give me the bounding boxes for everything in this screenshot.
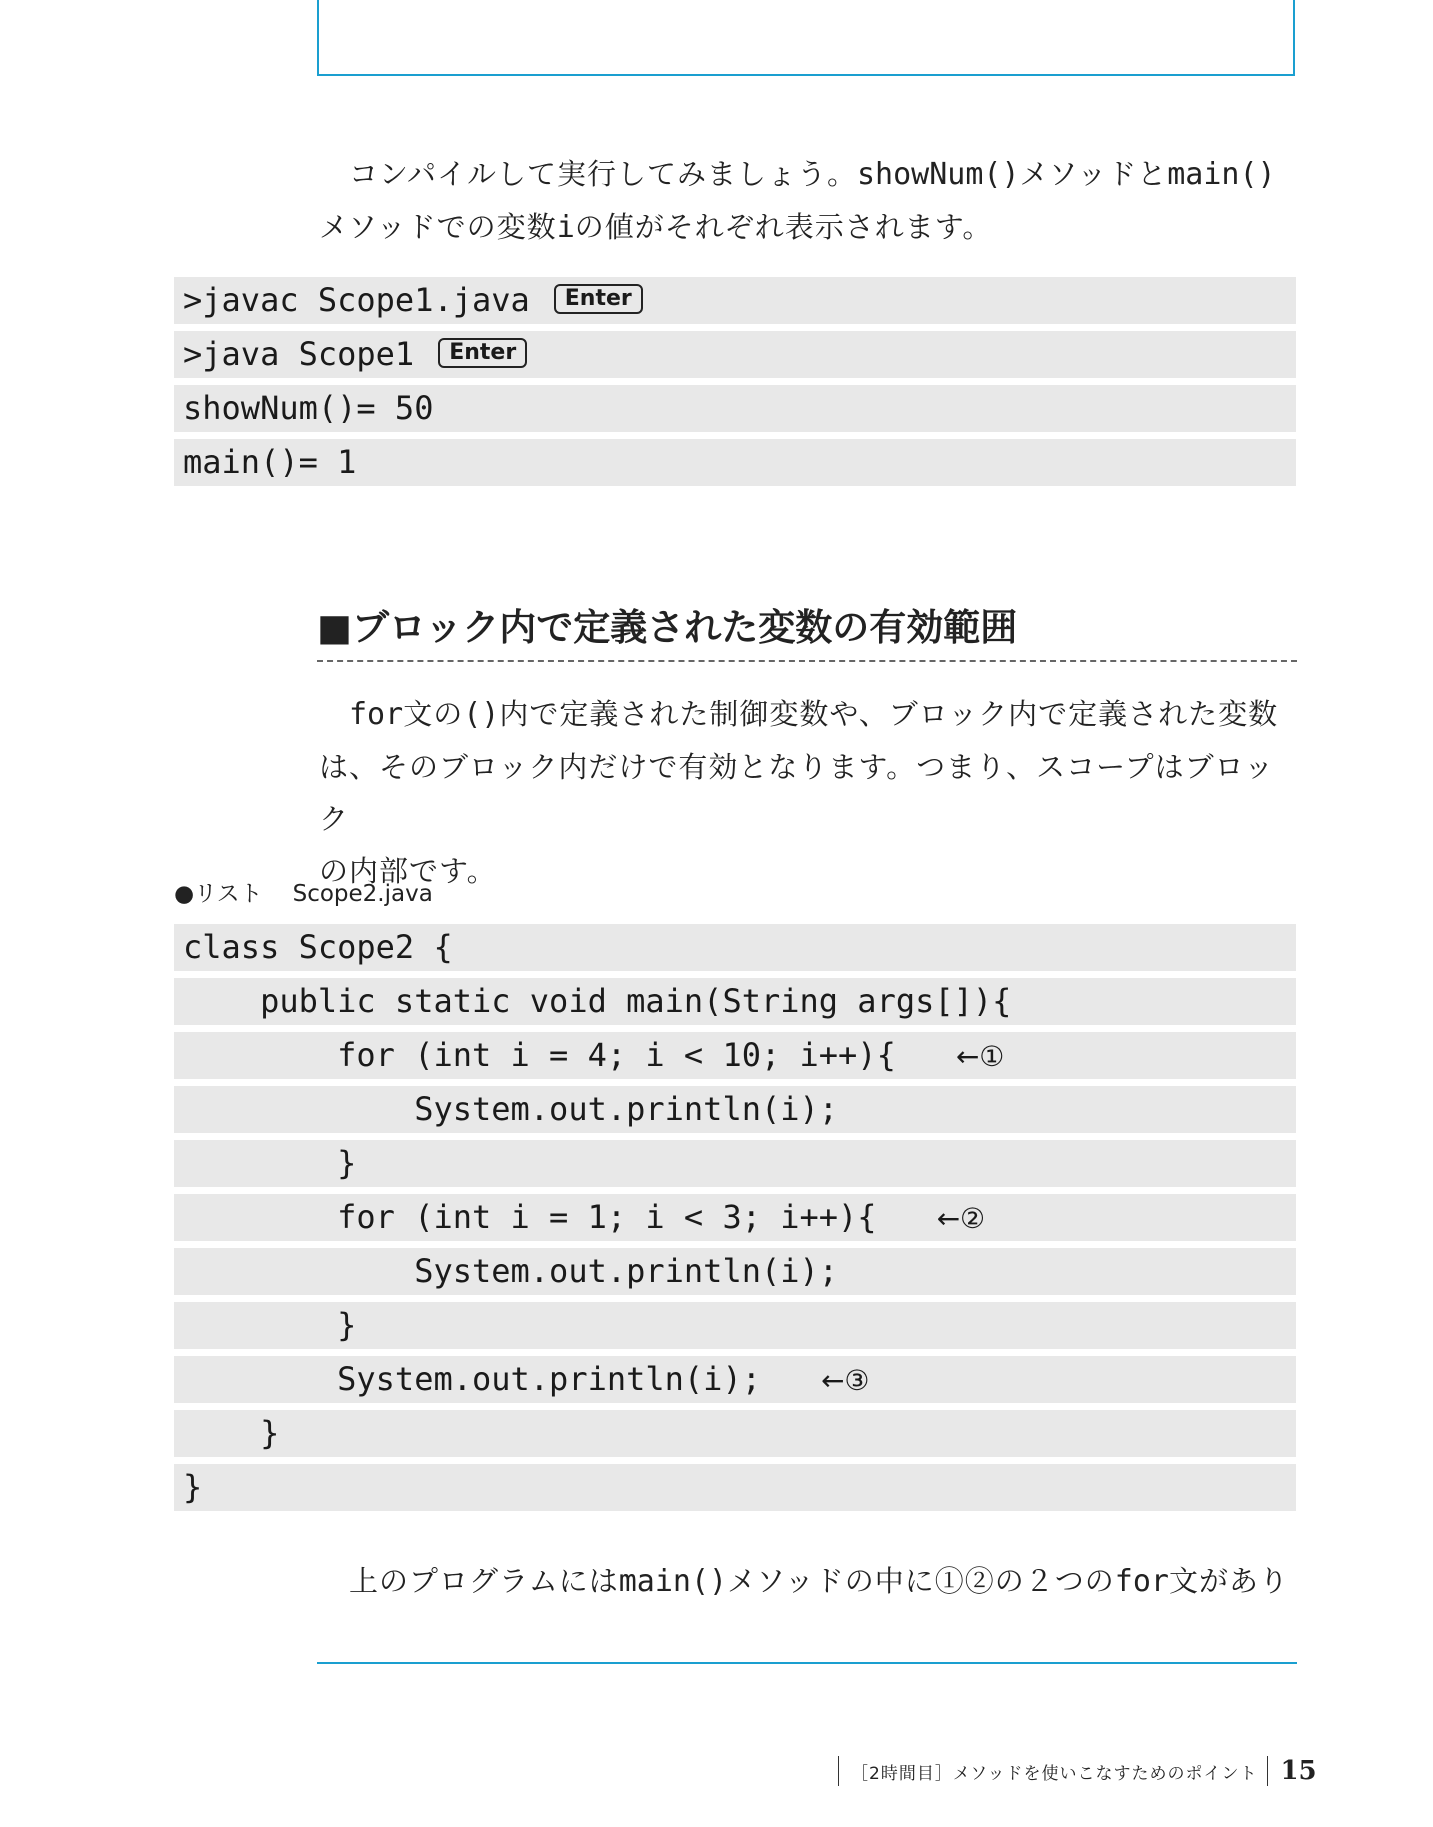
annotation-marker: ←③ <box>820 1364 870 1397</box>
code-listing <box>174 924 1296 1518</box>
listing-caption <box>174 876 433 912</box>
listing-label: ●リスト <box>174 881 263 907</box>
code-text: System.out.println(i); <box>183 1360 761 1398</box>
listing-filename: Scope2.java <box>292 881 433 907</box>
code-line: class Scope2 { <box>174 924 1296 971</box>
chapter-title: ［2時間目］メソッドを使いこなすためのポイント <box>851 1763 1258 1784</box>
intro-text: メソッドと <box>1019 157 1168 191</box>
closing-text: 上のプログラムには <box>349 1564 619 1598</box>
code-line <box>174 1032 1296 1079</box>
section-text: は、そのブロック内だけで有効となります。つまり、スコープはブロック <box>319 750 1275 836</box>
enter-key-icon: Enter <box>554 284 643 314</box>
page-footer <box>838 1754 1317 1788</box>
closing-paragraph <box>319 1555 1299 1608</box>
terminal-command: >javac Scope1.java <box>183 281 530 319</box>
inline-code: () <box>463 697 500 732</box>
code-line <box>174 1356 1296 1403</box>
section-paragraph <box>319 688 1299 897</box>
code-line: public static void main(String args[]){ <box>174 978 1296 1025</box>
code-line <box>174 1194 1296 1241</box>
closing-text: メソッドの中に①②の２つの <box>727 1564 1115 1598</box>
inline-code: for <box>349 697 404 732</box>
terminal-line <box>174 331 1296 378</box>
enter-key-icon: Enter <box>438 338 527 368</box>
inline-code: main() <box>618 1564 728 1599</box>
code-line: System.out.println(i); <box>174 1248 1296 1295</box>
section-text: 内で定義された制御変数や、ブロック内で定義された変数 <box>499 697 1279 731</box>
inline-code: showNum() <box>856 157 1020 192</box>
top-frame-box <box>317 0 1295 76</box>
code-line: } <box>174 1302 1296 1349</box>
intro-text: コンパイルして実行してみましょう。 <box>349 157 857 191</box>
code-text: for (int i = 4; i < 10; i++){ <box>183 1036 896 1074</box>
code-text: for (int i = 1; i < 3; i++){ <box>183 1198 877 1236</box>
code-line: System.out.println(i); <box>174 1086 1296 1133</box>
annotation-marker: ←② <box>936 1202 986 1235</box>
code-line: } <box>174 1140 1296 1187</box>
terminal-line: main()= 1 <box>174 439 1296 486</box>
inline-code: for <box>1114 1564 1169 1599</box>
code-line: } <box>174 1464 1296 1511</box>
page-number: 15 <box>1280 1756 1317 1786</box>
intro-text: の値がそれぞれ表示されます。 <box>574 210 993 244</box>
section-text: の内部です。 <box>319 854 497 888</box>
intro-paragraph <box>319 148 1299 254</box>
closing-text: 文があり <box>1168 1564 1289 1598</box>
bottom-rule <box>317 1662 1297 1664</box>
terminal-line: showNum()= 50 <box>174 385 1296 432</box>
terminal-line <box>174 277 1296 324</box>
code-line: } <box>174 1410 1296 1457</box>
inline-code: main() <box>1167 157 1276 192</box>
section-text: 文の <box>403 697 464 731</box>
annotation-marker: ←① <box>955 1040 1005 1073</box>
inline-code: i <box>556 210 575 245</box>
terminal-output <box>174 277 1296 493</box>
terminal-command: >java Scope1 <box>183 335 415 373</box>
intro-text: メソッドでの変数 <box>319 210 557 244</box>
section-heading: ■ブロック内で定義された変数の有効範囲 <box>317 600 1297 662</box>
